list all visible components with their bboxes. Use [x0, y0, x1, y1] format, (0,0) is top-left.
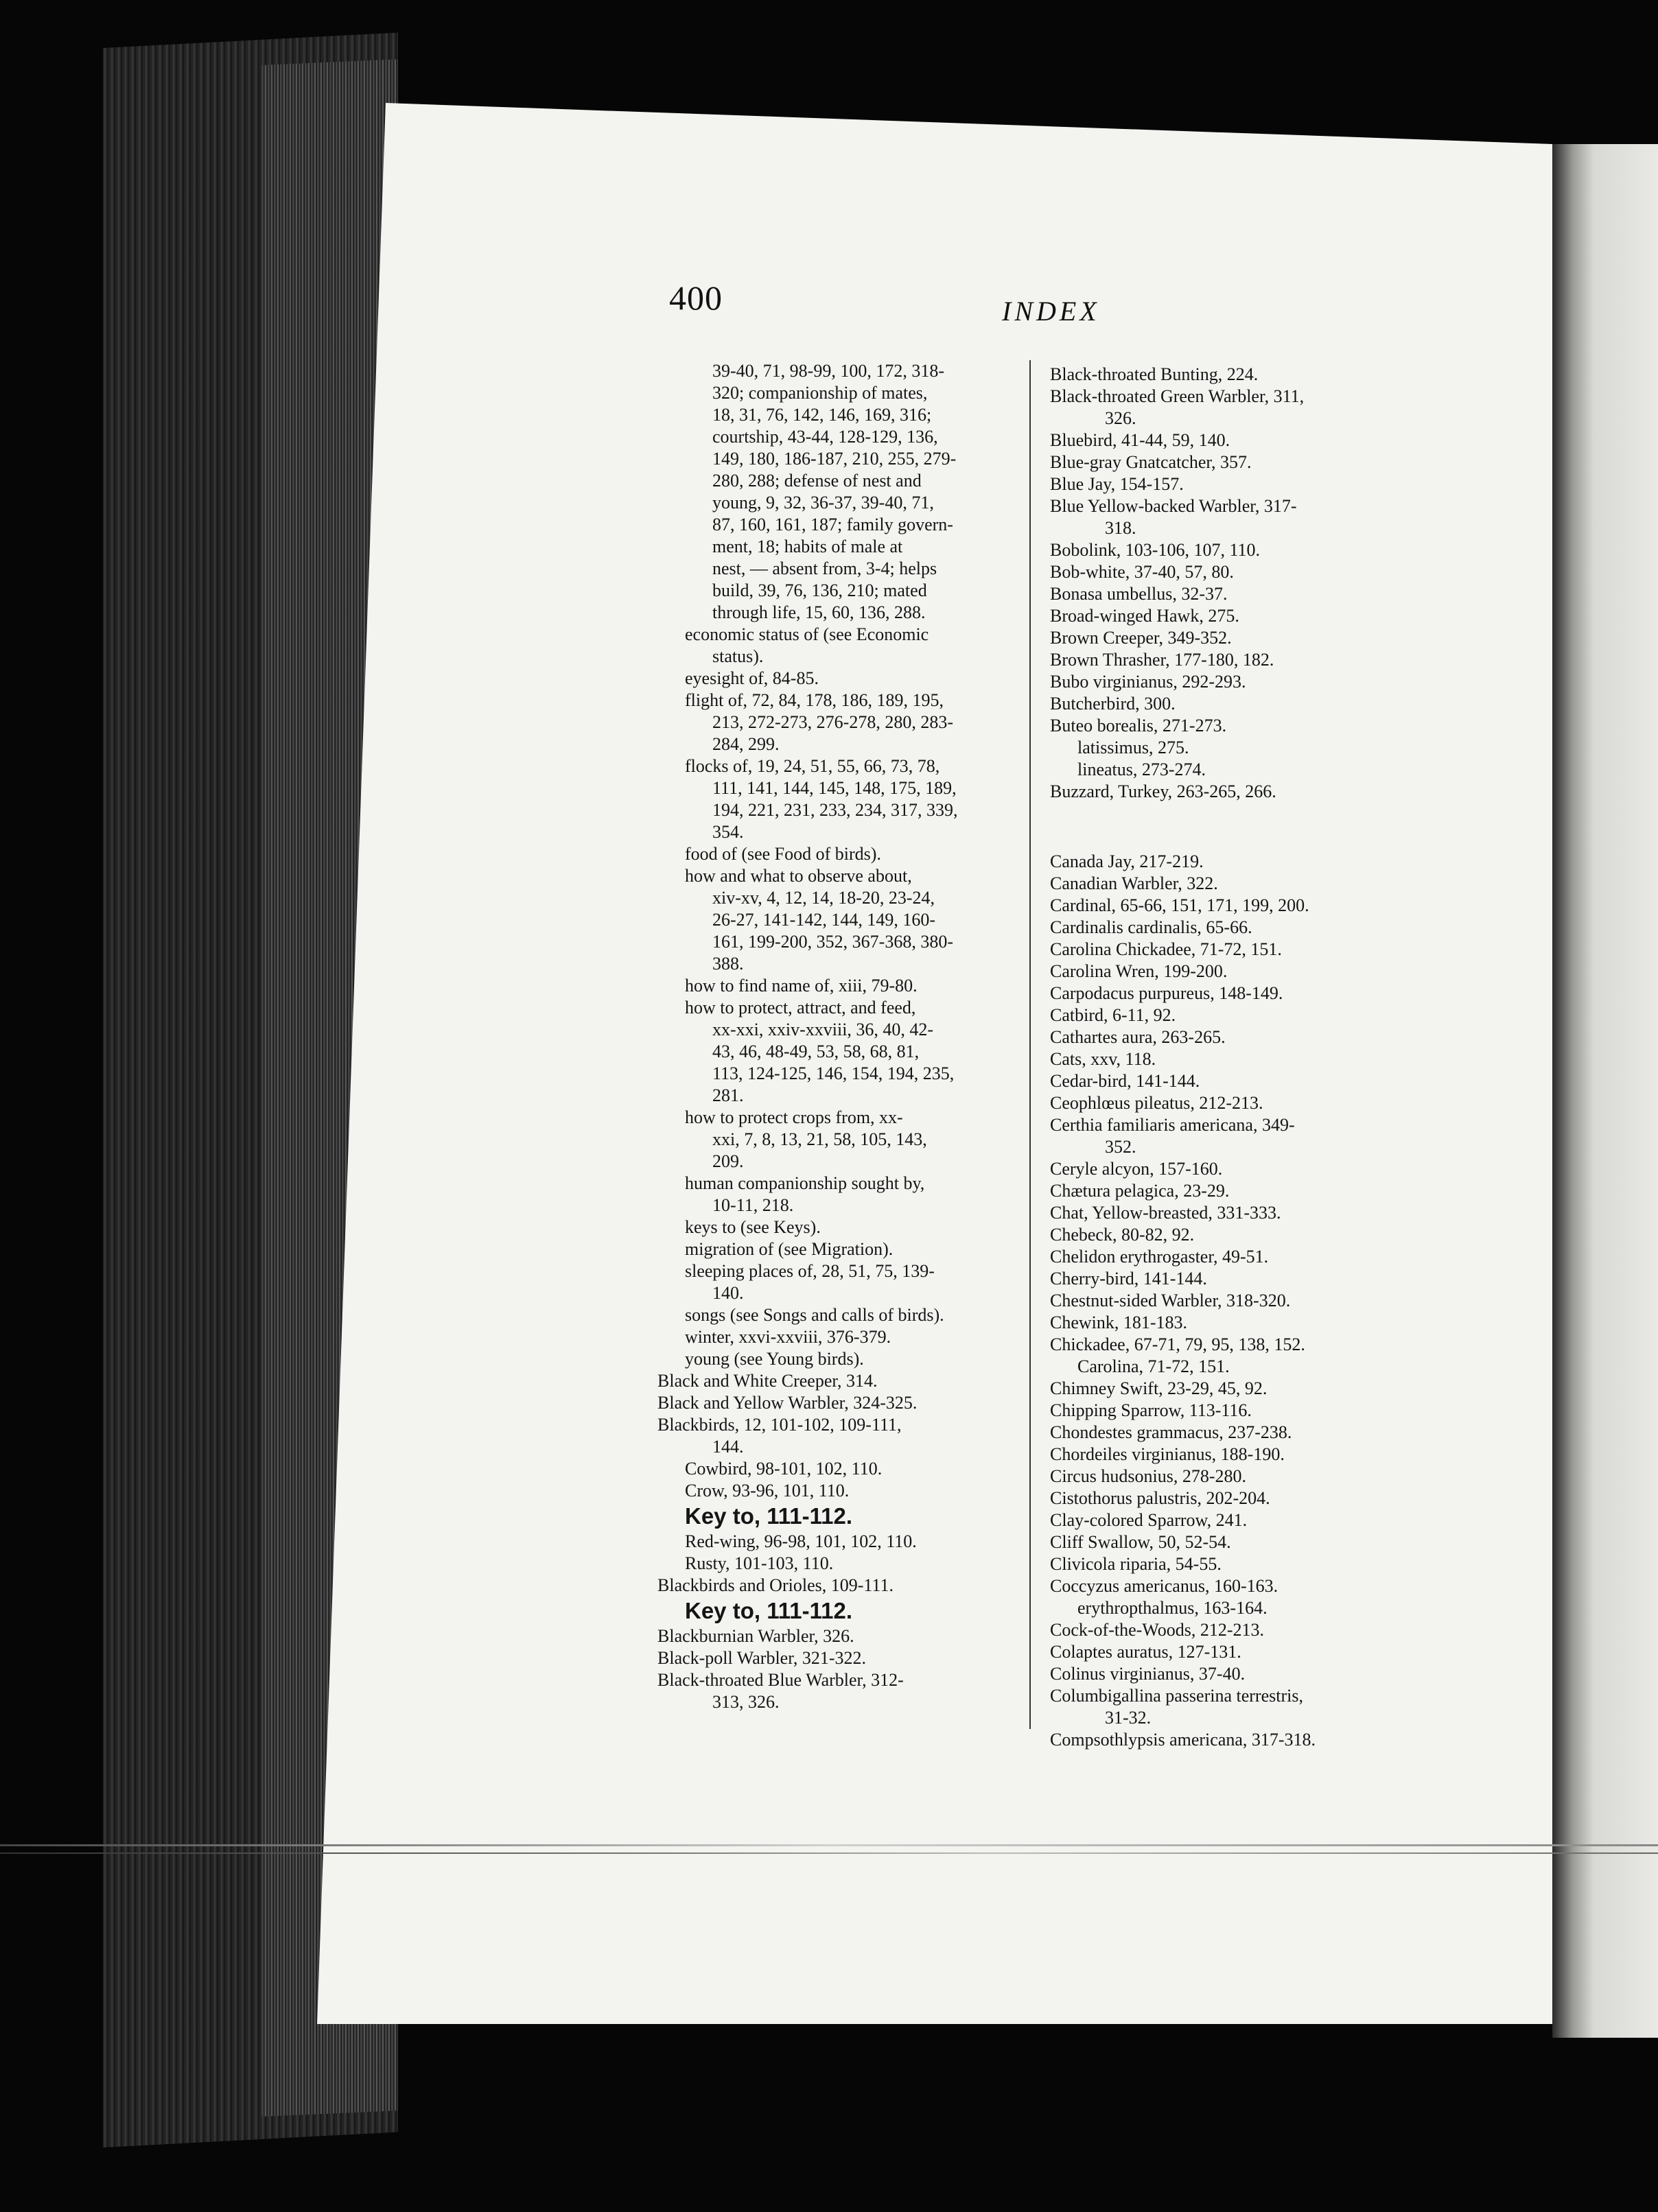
index-entry: Brown Creeper, 349-352. — [1050, 628, 1232, 648]
index-entry: Rusty, 101-103, 110. — [685, 1553, 834, 1573]
index-entry: xxi, 7, 8, 13, 21, 58, 105, 143, — [712, 1129, 927, 1149]
index-entry: Bluebird, 41-44, 59, 140. — [1050, 430, 1230, 450]
index-entry: 284, 299. — [712, 734, 780, 754]
running-head: INDEX — [1002, 296, 1100, 327]
index-entry: Buzzard, Turkey, 263-265, 266. — [1050, 781, 1276, 801]
index-key-entry: Key to, 111-112. — [685, 1598, 853, 1623]
index-entry: 149, 180, 186-187, 210, 255, 279- — [712, 449, 957, 469]
index-entry: young, 9, 32, 36-37, 39-40, 71, — [712, 493, 934, 513]
index-entry: Bob-white, 37-40, 57, 80. — [1050, 562, 1234, 582]
index-entry: food of (see Food of birds). — [685, 844, 881, 864]
index-entry: Chimney Swift, 23-29, 45, 92. — [1050, 1378, 1268, 1398]
index-entry: keys to (see Keys). — [685, 1217, 821, 1237]
index-entry: Clay-colored Sparrow, 241. — [1050, 1510, 1248, 1530]
index-entry: Black-throated Green Warbler, 311, — [1050, 386, 1305, 406]
index-entry: Blackbirds and Orioles, 109-111. — [657, 1575, 894, 1595]
index-entry: Carolina, 71-72, 151. — [1077, 1356, 1230, 1376]
index-entry: Clivicola riparia, 54-55. — [1050, 1554, 1222, 1574]
index-entry: Canadian Warbler, 322. — [1050, 873, 1218, 893]
index-entry: winter, xxvi-xxviii, 376-379. — [685, 1327, 891, 1347]
index-entry: how to protect, attract, and feed, — [685, 998, 916, 1017]
index-entry: economic status of (see Economic — [685, 624, 929, 644]
index-entry: Buteo borealis, 271-273. — [1050, 716, 1227, 736]
index-entry: Black-throated Blue Warbler, 312- — [657, 1670, 904, 1690]
index-entry: flight of, 72, 84, 178, 186, 189, 195, — [685, 690, 944, 710]
index-entry: Columbigallina passerina terrestris, — [1050, 1686, 1303, 1706]
index-entry: 111, 141, 144, 145, 148, 175, 189, — [712, 778, 957, 798]
index-entry: Cardinal, 65-66, 151, 171, 199, 200. — [1050, 895, 1309, 915]
index-entry: 320; companionship of mates, — [712, 383, 928, 403]
index-entry: Cherry-bird, 141-144. — [1050, 1269, 1207, 1289]
scan-artifact-line — [0, 1844, 1658, 1846]
index-entry: Compsothlypsis americana, 317-318. — [1050, 1730, 1316, 1750]
index-entry: 144. — [712, 1437, 744, 1457]
index-entry: Blackburnian Warbler, 326. — [657, 1626, 854, 1646]
index-entry: Chætura pelagica, 23-29. — [1050, 1181, 1230, 1201]
index-entry: how to find name of, xiii, 79-80. — [685, 976, 918, 996]
index-entry: Carolina Chickadee, 71-72, 151. — [1050, 939, 1282, 959]
index-entry: flocks of, 19, 24, 51, 55, 66, 73, 78, — [685, 756, 940, 776]
index-entry: 10-11, 218. — [712, 1195, 794, 1215]
index-entry: Colaptes auratus, 127-131. — [1050, 1642, 1241, 1662]
index-entry: eyesight of, 84-85. — [685, 668, 819, 688]
index-key-entry: Key to, 111-112. — [685, 1503, 853, 1529]
index-entry: Chebeck, 80-82, 92. — [1050, 1225, 1195, 1245]
index-entry: xiv-xv, 4, 12, 14, 18-20, 23-24, — [712, 888, 935, 908]
index-entry: Broad-winged Hawk, 275. — [1050, 606, 1239, 626]
index-entry: nest, — absent from, 3-4; helps — [712, 558, 937, 578]
index-entry: Colinus virginianus, 37-40. — [1050, 1664, 1246, 1684]
index-entry: young (see Young birds). — [685, 1349, 864, 1369]
index-entry: Coccyzus americanus, 160-163. — [1050, 1576, 1278, 1596]
index-entry: Cistothorus palustris, 202-204. — [1050, 1488, 1270, 1508]
index-entry: Blue-gray Gnatcatcher, 357. — [1050, 452, 1252, 472]
index-entry: Blackbirds, 12, 101-102, 109-111, — [657, 1415, 902, 1435]
index-entry: Blue Jay, 154-157. — [1050, 474, 1184, 494]
index-column-right — [1050, 364, 1434, 1751]
index-entry: Black-poll Warbler, 321-322. — [657, 1648, 866, 1668]
index-entry: 194, 221, 231, 233, 234, 317, 339, — [712, 800, 958, 820]
index-entry: Red-wing, 96-98, 101, 102, 110. — [685, 1531, 917, 1551]
index-entry: Butcherbird, 300. — [1050, 694, 1176, 714]
index-entry: build, 39, 76, 136, 210; mated — [712, 580, 927, 600]
index-entry: Chat, Yellow-breasted, 331-333. — [1050, 1203, 1281, 1223]
index-entry: Bubo virginianus, 292-293. — [1050, 672, 1246, 692]
index-entry: 18, 31, 76, 142, 146, 169, 316; — [712, 405, 932, 425]
index-entry: Cowbird, 98-101, 102, 110. — [685, 1459, 883, 1479]
index-entry: 280, 288; defense of nest and — [712, 471, 922, 491]
index-entry: Crow, 93-96, 101, 110. — [685, 1481, 850, 1501]
index-entry: Cathartes aura, 263-265. — [1050, 1027, 1226, 1047]
index-entry: how to protect crops from, xx- — [685, 1107, 903, 1127]
index-entry: Black-throated Bunting, 224. — [1050, 364, 1259, 384]
index-entry: 43, 46, 48-49, 53, 58, 68, 81, — [712, 1042, 920, 1061]
index-entry: 352. — [1105, 1137, 1136, 1157]
facing-page-edge — [1552, 144, 1658, 2038]
index-entry: 26-27, 141-142, 144, 149, 160- — [712, 910, 935, 930]
index-entry: Catbird, 6-11, 92. — [1050, 1005, 1176, 1025]
index-entry: 281. — [712, 1085, 744, 1105]
index-entry: lineatus, 273-274. — [1077, 760, 1206, 779]
index-entry: Chondestes grammacus, 237-238. — [1050, 1422, 1292, 1442]
index-entry: Black and Yellow Warbler, 324-325. — [657, 1393, 918, 1413]
index-entry: 388. — [712, 954, 744, 974]
index-entry: 31-32. — [1105, 1708, 1152, 1728]
index-entry: Cliff Swallow, 50, 52-54. — [1050, 1532, 1231, 1552]
index-entry: songs (see Songs and calls of birds). — [685, 1305, 944, 1325]
index-entry: Cardinalis cardinalis, 65-66. — [1050, 917, 1252, 937]
index-entry: courtship, 43-44, 128-129, 136, — [712, 427, 938, 447]
index-entry: ment, 18; habits of male at — [712, 537, 903, 556]
index-entry: Chestnut-sided Warbler, 318-320. — [1050, 1291, 1291, 1310]
index-entry: human companionship sought by, — [685, 1173, 925, 1193]
index-entry: 161, 199-200, 352, 367-368, 380- — [712, 932, 953, 952]
index-entry: Cats, xxv, 118. — [1050, 1049, 1156, 1069]
index-entry: 318. — [1105, 518, 1136, 538]
index-entry: Certhia familiaris americana, 349- — [1050, 1115, 1295, 1135]
index-entry: Ceryle alcyon, 157-160. — [1050, 1159, 1223, 1179]
index-entry: Chewink, 181-183. — [1050, 1313, 1188, 1332]
index-entry: Chipping Sparrow, 113-116. — [1050, 1400, 1252, 1420]
index-entry: 313, 326. — [712, 1692, 780, 1712]
index-entry: 140. — [712, 1283, 744, 1303]
index-entry: 354. — [712, 822, 744, 842]
index-entry: Chelidon erythrogaster, 49-51. — [1050, 1247, 1269, 1267]
index-entry: Bobolink, 103-106, 107, 110. — [1050, 540, 1260, 560]
index-entry: Cedar-bird, 141-144. — [1050, 1071, 1200, 1091]
page-number: 400 — [669, 279, 723, 317]
index-entry: Canada Jay, 217-219. — [1050, 851, 1204, 871]
index-entry: Brown Thrasher, 177-180, 182. — [1050, 650, 1274, 670]
index-entry: Circus hudsonius, 278-280. — [1050, 1466, 1246, 1486]
index-entry: 213, 272-273, 276-278, 280, 283- — [712, 712, 953, 732]
index-entry: migration of (see Migration). — [685, 1239, 894, 1259]
index-entry: erythropthalmus, 163-164. — [1077, 1598, 1268, 1618]
section-gap — [1050, 821, 1434, 833]
index-entry: 113, 124-125, 146, 154, 194, 235, — [712, 1063, 955, 1083]
index-entry: Blue Yellow-backed Warbler, 317- — [1050, 496, 1297, 516]
index-entry: 326. — [1105, 408, 1136, 428]
index-column-left — [657, 360, 1042, 1713]
index-entry: Bonasa umbellus, 32-37. — [1050, 584, 1228, 604]
index-entry: 39-40, 71, 98-99, 100, 172, 318- — [712, 361, 944, 381]
index-entry: how and what to observe about, — [685, 866, 912, 886]
index-entry: Carpodacus purpureus, 148-149. — [1050, 983, 1283, 1003]
index-entry: Carolina Wren, 199-200. — [1050, 961, 1228, 981]
index-entry: sleeping places of, 28, 51, 75, 139- — [685, 1261, 935, 1281]
index-entry: Ceophlœus pileatus, 212-213. — [1050, 1093, 1263, 1113]
index-entry: xx-xxi, xxiv-xxviii, 36, 40, 42- — [712, 1020, 934, 1039]
index-entry: Cock-of-the-Woods, 212-213. — [1050, 1620, 1265, 1640]
index-entry: 87, 160, 161, 187; family govern- — [712, 515, 953, 534]
index-entry: Chordeiles virginianus, 188-190. — [1050, 1444, 1285, 1464]
index-entry: through life, 15, 60, 136, 288. — [712, 602, 926, 622]
index-entry: Chickadee, 67-71, 79, 95, 138, 152. — [1050, 1334, 1305, 1354]
scan-artifact-line — [0, 1852, 1658, 1854]
index-entry: 209. — [712, 1151, 744, 1171]
index-entry: latissimus, 275. — [1077, 738, 1189, 757]
index-entry: status). — [712, 646, 764, 666]
column-divider — [1029, 360, 1031, 1729]
index-entry: Black and White Creeper, 314. — [657, 1371, 878, 1391]
